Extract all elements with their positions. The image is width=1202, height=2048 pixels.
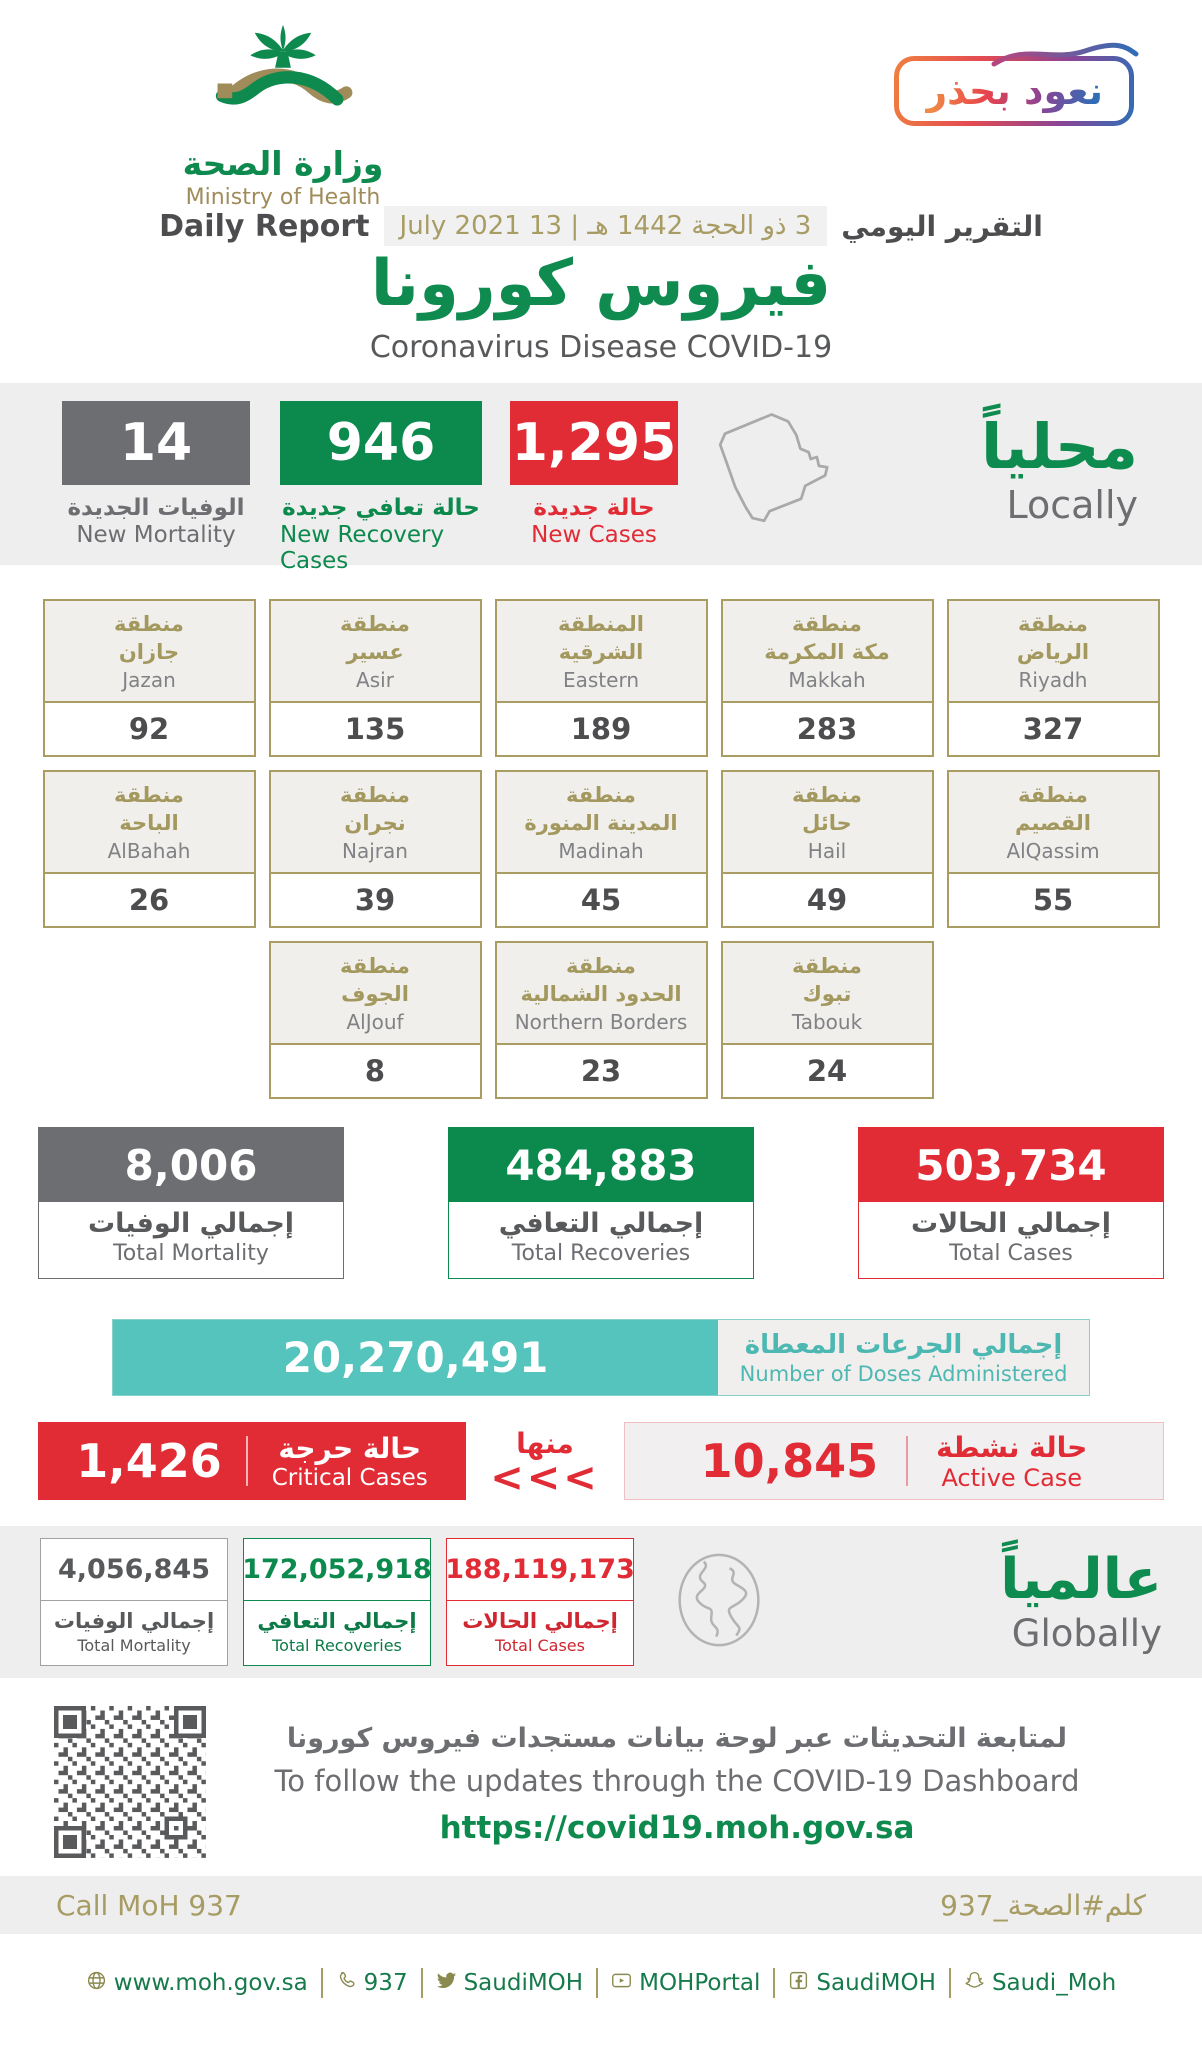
- region-name-arabic: منطقة تبوك: [792, 953, 862, 1006]
- total-label-ar: إجمالي الوفيات: [87, 1208, 295, 1239]
- dashboard-url-link[interactable]: https://covid19.moh.gov.sa: [439, 1809, 915, 1846]
- region-name-arabic: منطقة المدينة المنورة: [524, 782, 678, 835]
- total-label-ar: إجمالي الحالات: [910, 1208, 1112, 1239]
- dashboard-text-ar: لمتابعة التحديثات عبر لوحة بيانات مستجدات فيروس كورونا: [286, 1722, 1068, 1754]
- new-recovery-stat: [280, 401, 482, 574]
- critical-label-en: Critical Cases: [271, 1464, 428, 1491]
- footer-separator: [421, 1968, 423, 1998]
- locally-stats-band: [0, 383, 1202, 574]
- locally-label-ar: محلياً: [981, 410, 1138, 483]
- global-label-en: Total Recoveries: [272, 1636, 402, 1655]
- global-value: 172,052,918: [244, 1539, 430, 1601]
- region-name-english: Najran: [342, 839, 408, 864]
- global-value: 188,119,173: [447, 1539, 633, 1601]
- globe-icon: [86, 1970, 107, 1997]
- region-name-arabic: منطقة الحدود الشمالية: [520, 953, 682, 1006]
- region-new-cases-value: 327: [949, 703, 1158, 755]
- youtube-icon: [611, 1970, 632, 1997]
- new-cases-label-en: New Cases: [531, 522, 657, 548]
- region-name-english: Eastern: [562, 668, 639, 693]
- footer-link-www-moh-gov-sa[interactable]: [86, 1970, 308, 1997]
- region-card-aljouf: [269, 941, 482, 1099]
- region-name-arabic: منطقة الرياض: [1016, 611, 1090, 664]
- globe-icon: [671, 1549, 767, 1655]
- divider: [906, 1436, 908, 1486]
- facebook-icon: [788, 1970, 809, 1997]
- badge-label: نعود بحذر: [925, 69, 1103, 113]
- of-which-label: منها: [516, 1426, 574, 1460]
- region-name-arabic: منطقة الباحة: [114, 782, 184, 835]
- region-card-makkah: [721, 599, 934, 757]
- region-new-cases-value: 45: [497, 874, 706, 926]
- doses-label-en: Number of Doses Administered: [739, 1361, 1068, 1386]
- regions-grid: [0, 565, 1202, 1099]
- new-recovery-label-en: New Recovery Cases: [280, 522, 445, 574]
- region-name-english: Tabouk: [791, 1010, 863, 1035]
- active-label-ar: حالة نشطة: [936, 1430, 1088, 1464]
- new-mortality-label-ar: الوفيات الجديدة: [67, 495, 245, 521]
- doses-administered-bar: [112, 1319, 1090, 1396]
- left-chevrons-icon: <<<: [490, 1454, 600, 1501]
- globally-label-ar: عالمياً: [1000, 1546, 1162, 1612]
- saudi-totals-row: [0, 1127, 1202, 1279]
- footer-link-label: SaudiMOH: [816, 1970, 936, 1996]
- region-name-arabic: منطقة الجوف: [340, 953, 410, 1006]
- region-card-alqassim: [947, 770, 1160, 928]
- region-new-cases-value: 189: [497, 703, 706, 755]
- region-name-arabic: منطقة حائل: [792, 782, 862, 835]
- global-total-mortality: [40, 1538, 228, 1666]
- footer-separator: [949, 1968, 951, 1998]
- global-label-ar: إجمالي التعافي: [257, 1609, 417, 1633]
- of-which-indicator: [490, 1426, 600, 1501]
- divider: [246, 1436, 248, 1486]
- moh-logo: [148, 18, 418, 210]
- footer-link-saudimoh[interactable]: [436, 1970, 584, 1997]
- region-name-english: Makkah: [788, 668, 866, 693]
- new-cases-stat: [510, 401, 678, 548]
- footer-link-label: www.moh.gov.sa: [113, 1970, 308, 1996]
- total-label-ar: إجمالي التعافي: [498, 1208, 704, 1239]
- regions-row-3: [37, 941, 1165, 1099]
- region-new-cases-value: 135: [271, 703, 480, 755]
- footer-separator: [596, 1968, 598, 1998]
- saudi-arabia-map-icon: [704, 409, 842, 533]
- region-new-cases-value: 92: [45, 703, 254, 755]
- footer-link-label: Saudi_Moh: [991, 1970, 1117, 1996]
- footer-links: [0, 1968, 1202, 1998]
- region-card-eastern: [495, 599, 708, 757]
- region-name-arabic: منطقة جازان: [114, 611, 184, 664]
- ministry-name-arabic: وزارة الصحة: [182, 144, 384, 183]
- qr-code: [54, 1706, 206, 1862]
- header: [0, 0, 1202, 383]
- region-name-arabic: المنطقة الشرقية: [557, 611, 645, 664]
- region-name-english: AlBahah: [107, 839, 191, 864]
- new-recovery-value: 946: [280, 401, 482, 485]
- active-cases-box: [624, 1422, 1164, 1500]
- saudi-total-total-cases: [858, 1127, 1164, 1279]
- global-label-ar: إجمالي الحالات: [462, 1609, 618, 1633]
- total-label-en: Total Mortality: [113, 1241, 269, 1266]
- region-card-najran: [269, 770, 482, 928]
- dashboard-text: [206, 1723, 1148, 1846]
- globally-stats-band: [0, 1526, 1202, 1678]
- report-date: 3 ذو الحجة 1442 هـ | 13 July 2021: [384, 206, 828, 246]
- footer-link-937[interactable]: [336, 1970, 408, 1997]
- saudi-total-total-mortality: [38, 1127, 344, 1279]
- new-cases-label-ar: حالة جديدة: [533, 495, 655, 521]
- footer-link-label: 937: [363, 1970, 408, 1996]
- regions-row-1: [37, 599, 1165, 757]
- region-card-riyadh: [947, 599, 1160, 757]
- footer-separator: [321, 1968, 323, 1998]
- critical-active-row: [0, 1422, 1202, 1500]
- palm-logo-icon: [204, 125, 362, 144]
- critical-cases-value: 1,426: [76, 1434, 222, 1488]
- daily-report-label-ar: التقرير اليومي: [841, 209, 1043, 243]
- twitter-icon: [436, 1970, 457, 1997]
- region-name-english: Madinah: [558, 839, 644, 864]
- active-cases-label: [936, 1431, 1087, 1492]
- region-card-albahah: [43, 770, 256, 928]
- region-new-cases-value: 49: [723, 874, 932, 926]
- locally-heading: [981, 410, 1138, 528]
- critical-cases-label: [272, 1432, 428, 1491]
- region-name-english: Asir: [356, 668, 394, 693]
- critical-cases-box: [38, 1422, 466, 1500]
- region-name-arabic: منطقة مكة المكرمة: [764, 611, 890, 664]
- region-name-arabic: منطقة نجران: [340, 782, 410, 835]
- page-title-arabic: فيروس كورونا: [370, 247, 832, 321]
- footer-link-saudimoh[interactable]: [788, 1970, 936, 1997]
- ministry-name-english: Ministry of Health: [185, 185, 381, 210]
- total-label-en: Total Recoveries: [511, 1241, 691, 1266]
- region-new-cases-value: 23: [497, 1045, 706, 1097]
- region-card-tabouk: [721, 941, 934, 1099]
- footer-link-mohportal[interactable]: [611, 1970, 760, 1997]
- footer-link-saudi-moh[interactable]: [964, 1970, 1116, 1997]
- footer-link-label: MOHPortal: [639, 1970, 761, 1996]
- region-new-cases-value: 39: [271, 874, 480, 926]
- snapchat-icon: [964, 1970, 985, 1997]
- hashtag-health-937: كلم#الصحة_937: [940, 1888, 1146, 1922]
- global-total-cases: [446, 1538, 634, 1666]
- global-label-en: Total Mortality: [77, 1636, 191, 1655]
- total-label-en: Total Cases: [949, 1241, 1073, 1266]
- critical-label-ar: حالة حرجة: [278, 1431, 422, 1465]
- total-value: 503,734: [859, 1128, 1163, 1202]
- active-label-en: Active Case: [941, 1463, 1083, 1492]
- region-name-english: AlJouf: [346, 1010, 404, 1035]
- doses-label-ar: إجمالي الجرعات المعطاة: [744, 1329, 1063, 1360]
- footer-link-label: SaudiMOH: [463, 1970, 584, 1996]
- regions-row-2: [37, 770, 1165, 928]
- new-cases-value: 1,295: [510, 401, 678, 485]
- region-name-arabic: منطقة القصيم: [1015, 782, 1091, 835]
- badge-swoosh-icon: [990, 42, 1140, 72]
- region-name-english: AlQassim: [1006, 839, 1100, 864]
- dashboard-text-en: To follow the updates through the COVID-19 Dashboard: [274, 1763, 1080, 1798]
- region-new-cases-value: 24: [723, 1045, 932, 1097]
- footer-separator: [773, 1968, 775, 1998]
- region-card-asir: [269, 599, 482, 757]
- new-mortality-value: 14: [62, 401, 250, 485]
- region-name-english: Hail: [807, 839, 847, 864]
- total-value: 484,883: [449, 1128, 753, 1202]
- global-label-en: Total Cases: [495, 1636, 585, 1655]
- new-mortality-stat: [62, 401, 250, 548]
- saudi-total-total-recoveries: [448, 1127, 754, 1279]
- region-name-arabic: منطقة عسير: [340, 611, 410, 664]
- region-new-cases-value: 26: [45, 874, 254, 926]
- locally-label-en: Locally: [1006, 483, 1138, 528]
- region-card-madinah: [495, 770, 708, 928]
- new-recovery-label-ar: حالة تعافي جديدة: [282, 495, 480, 521]
- call-moh-label: Call MoH 937: [56, 1888, 242, 1922]
- region-name-english: Jazan: [122, 668, 176, 693]
- dashboard-section: [0, 1706, 1202, 1862]
- region-name-english: Riyadh: [1018, 668, 1088, 693]
- region-new-cases-value: 55: [949, 874, 1158, 926]
- doses-label: [718, 1320, 1089, 1395]
- region-card-northern-borders: [495, 941, 708, 1099]
- region-new-cases-value: 283: [723, 703, 932, 755]
- global-label-ar: إجمالي الوفيات: [53, 1609, 215, 1633]
- daily-report-label-en: Daily Report: [159, 208, 370, 244]
- global-stats-boxes: [40, 1538, 634, 1666]
- new-mortality-label-en: New Mortality: [76, 522, 236, 548]
- phone-icon: [336, 1970, 357, 1997]
- region-name-english: Northern Borders: [514, 1010, 688, 1035]
- globally-label-en: Globally: [1011, 1612, 1162, 1656]
- active-cases-value: 10,845: [700, 1434, 879, 1488]
- region-card-hail: [721, 770, 934, 928]
- globally-heading: [1000, 1546, 1162, 1656]
- call-moh-strip: [0, 1876, 1202, 1934]
- page-title-english: Coronavirus Disease COVID-19: [369, 330, 833, 365]
- report-title-row: [0, 206, 1202, 246]
- region-new-cases-value: 8: [271, 1045, 480, 1097]
- global-value: 4,056,845: [41, 1539, 227, 1601]
- region-card-jazan: [43, 599, 256, 757]
- global-total-recoveries: [243, 1538, 431, 1666]
- total-value: 8,006: [39, 1128, 343, 1202]
- doses-value: 20,270,491: [113, 1320, 718, 1395]
- return-with-caution-badge: [894, 56, 1134, 126]
